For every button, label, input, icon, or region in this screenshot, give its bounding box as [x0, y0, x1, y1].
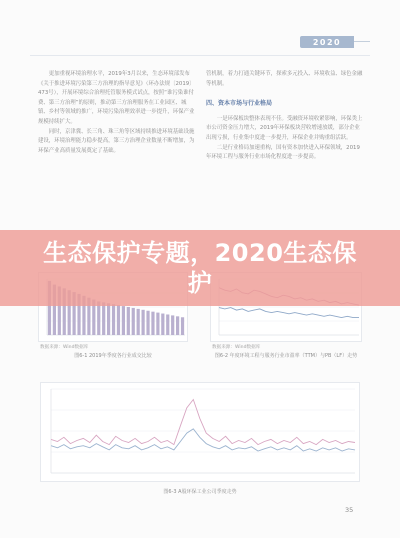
bar-13	[107, 303, 110, 335]
figure-1-source: 数据来源：Wind数据库	[40, 345, 89, 350]
series-line-2	[51, 429, 355, 451]
bar-14	[112, 304, 115, 335]
figure-3-svg	[41, 383, 361, 483]
bar-11	[97, 301, 100, 335]
bar-16	[122, 306, 125, 335]
figure-2-caption: 图6-2 年度环境工程与服务行业市盈率（TTM）与PB（LF）走势	[214, 353, 358, 359]
header-year: 2020	[312, 37, 342, 47]
bar-18	[132, 308, 135, 335]
bar-25	[166, 314, 169, 335]
bar-19	[137, 309, 140, 335]
bar-22	[151, 312, 154, 335]
right-paragraph-2: 二是行业格局加速重构，国有资本加快进入环保领域，2019年环境工程与服务行业市场化程度进一步提高。	[206, 144, 360, 161]
header-rule	[354, 41, 370, 42]
figure-3-chart	[40, 382, 360, 482]
figure-3-caption: 图6-3 A股环保工业公司季度走势	[163, 489, 237, 495]
left-paragraph-2: 同时，京津冀、长三角、珠三角等区域持续推进环境基础设施建设，环境治理能力稳步提高，第三方治理企业数量不断增加，为环保产业高质量发展奠定了基础。	[38, 128, 195, 154]
bar-12	[102, 302, 105, 335]
bar-23	[156, 313, 159, 335]
figure-2-source: 数据来源：Wind数据库	[212, 345, 261, 350]
bar-27	[176, 316, 179, 335]
series-line-1	[51, 400, 355, 445]
figure-1-caption: 图6-1 2019年季度各行业成交比较	[74, 353, 152, 359]
right-intro: 管机制，着力打通关键环节，探索多元投入、环境收益、绿色金融等机制。	[206, 71, 363, 87]
section-title: 四、资本市场与行业格局	[206, 100, 273, 108]
series-line-2	[219, 308, 359, 318]
title-banner	[0, 230, 400, 306]
bar-21	[146, 311, 149, 335]
bar-20	[142, 310, 145, 335]
bar-15	[117, 305, 120, 335]
right-paragraph-1: 一是环保板块整体表现不佳。受融资环境收紧影响，环保类上市公司资金压力增大，2019年环保板块营收增速放缓，部分企业出现亏损，行业集中度进一步提升，环保企业并购重组活跃。	[206, 115, 363, 141]
left-paragraph-1: 更加重视环境治理水平，2019年3月以来，生态环境部发布《关于推进环境污染第三方治理的指导意见》（环办法规〔2019〕473号），开展环境综合治理托管服务模式试点，按照“谁污染谁付费、第三方治理”的原则，推动第三方治理服务在工业园区、城镇、乡村等领域的推广，环境污染治理效率进一步提升，环保产业规模持续扩大。	[38, 71, 195, 125]
header-divider	[30, 55, 370, 56]
header-year-band	[300, 36, 354, 48]
bar-17	[127, 307, 130, 335]
bar-24	[161, 314, 164, 335]
bar-28	[181, 317, 184, 335]
bar-26	[171, 315, 174, 335]
banner-title: 生态保护专题，2020生态保护	[43, 239, 357, 297]
page-number: 35	[345, 506, 354, 514]
